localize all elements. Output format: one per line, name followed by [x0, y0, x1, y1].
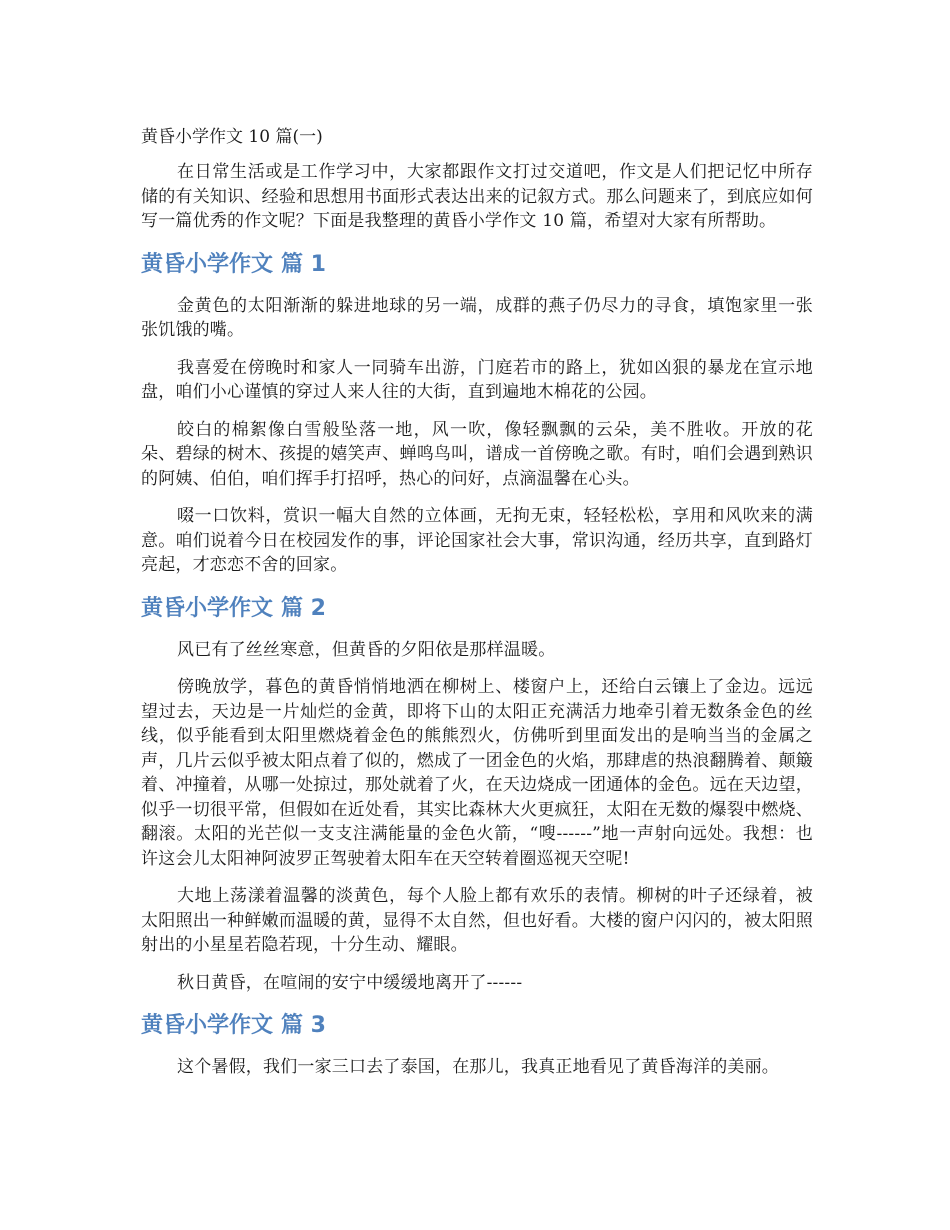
essay-section-3: [141, 1011, 813, 1080]
section-number: 篇 3: [281, 1013, 326, 1038]
section-heading-text: 黄昏小学作文: [141, 595, 274, 621]
section-heading-text: 黄昏小学作文: [141, 1013, 274, 1038]
paragraph: 皎白的棉絮像白雪般坠落一地，风一吹，像轻飘飘的云朵，美不胜收。开放的花朵、碧绿的树木、孩提的嬉笑声、蝉鸣鸟叫，谱成一首傍晚之歌。有时，咱们会遇到熟识的阿姨、伯伯，咱们挥手打招呼，热心的问好，点滴温馨在心头。: [141, 419, 813, 489]
paragraph: 啜一口饮料，赏识一幅大自然的立体画，无拘无束，轻轻松松，享用和风吹来的满意。咱们说着今日在校园发作的事，评论国家社会大事，常识沟通，经历共享，直到路灯亮起，才恋恋不舍的回家。: [141, 506, 813, 575]
paragraph: 傍晚放学，暮色的黄昏悄悄地洒在柳树上、楼窗户上，还给白云镶上了金边。远远望过去，天边是一片灿烂的金黄，即将下山的太阳正充满活力地牵引着无数条金色的丝线，似乎能看到太阳里燃烧着金色的熊熊烈火，仿佛听到里面发出的是响当当的金属之声，几片云似乎被太阳点着了似的，燃成了一团金色的火焰，那肆虐的热浪翻腾着、颠簸着、冲撞着，从哪一处掠过，那处就着了火，在天边烧成一团通体的金色。远在天边望，似乎一切很平常，但假如在近处看，其实比森林大火更疯狂，太阳在无数的爆裂中燃烧、翻滚。太阳的光芒似一支支注满能量的金色火箭，“嗖------”地一声射向远处。我想：也许这会儿太阳神阿波罗正驾驶着太阳车在天空转着圈巡视天空呢!: [141, 677, 813, 869]
essay-section-1: [141, 250, 813, 578]
intro-paragraph: 在日常生活或是工作学习中，大家都跟作文打过交道吧，作文是人们把记忆中所存储的有关知识、经验和思想用书面形式表达出来的记叙方式。那么问题来了，到底应如何写一篇优秀的作文呢？下面是我整理的黄昏小学作文 10 篇，希望对大家有所帮助。: [141, 162, 813, 231]
paragraph: 我喜爱在傍晚时和家人一同骑车出游，门庭若市的路上，犹如凶狠的暴龙在宣示地盘，咱们小心谨慎的穿过人来人往的大街，直到遍地木棉花的公园。: [141, 357, 813, 402]
paragraph: 大地上荡漾着温馨的淡黄色，每个人脸上都有欢乐的表情。柳树的叶子还绿着，被太阳照出一种鲜嫩而温暖的黄，显得不太自然，但也好看。大楼的窗户闪闪的，被太阳照射出的小星星若隐若现，十分生动、耀眼。: [141, 886, 813, 955]
paragraph: 风已有了丝丝寒意，但黄昏的夕阳依是那样温暖。: [177, 639, 556, 660]
essay-section-2: [141, 594, 813, 996]
paragraph: 金黄色的太阳渐渐的躲进地球的另一端，成群的燕子仍尽力的寻食，填饱家里一张张饥饿的嘴。: [141, 295, 813, 340]
section-number: 篇 2: [281, 595, 326, 621]
document-title: 黄昏小学作文 10 篇(一): [141, 127, 323, 147]
paragraph: 秋日黄昏，在喧闹的安宁中缓缓地离开了------: [177, 972, 523, 993]
section-heading-text: 黄昏小学作文: [141, 251, 274, 277]
section-number: 篇 1: [281, 251, 326, 277]
section-heading-2: [141, 594, 813, 624]
section-heading-1: [141, 250, 813, 280]
section-heading-3: [141, 1011, 813, 1041]
document-page: [141, 124, 813, 1093]
paragraph: 这个暑假，我们一家三口去了泰国，在那儿，我真正地看见了黄昏海洋的美丽。: [177, 1057, 779, 1077]
